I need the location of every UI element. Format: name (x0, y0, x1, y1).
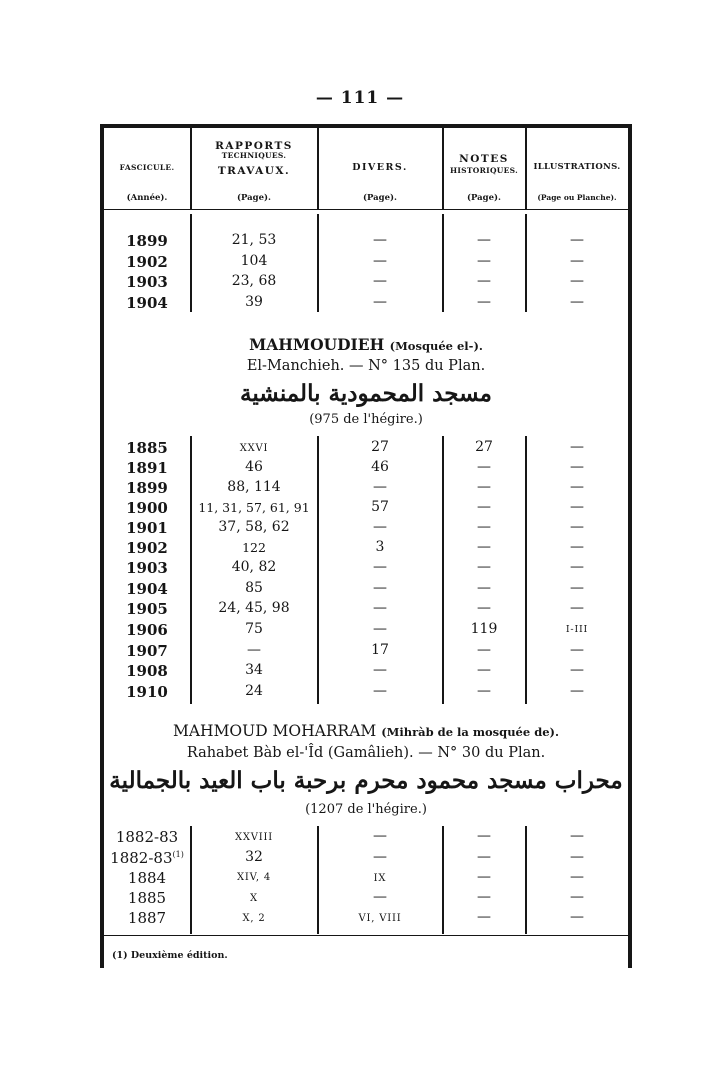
rapports-cell: 37, 58, 62 (218, 519, 290, 535)
notes-cell: — (477, 600, 491, 616)
illustrations-cell: — (570, 683, 584, 699)
illustrations-cell: — (570, 889, 584, 905)
illustrations-cell: — (570, 828, 584, 844)
illustrations-cell: — (570, 909, 584, 925)
header-illustrations-sub-cell (526, 194, 628, 203)
section-title-suffix: (Mihràb de la mosquée de). (381, 725, 559, 739)
header-divers-sub: (Page). (362, 193, 398, 203)
year-cell: 1891 (126, 459, 168, 477)
divers-cell: — (373, 849, 387, 865)
section-title (104, 335, 628, 354)
illustrations-cell: I-III (565, 624, 589, 635)
header-divers (318, 163, 442, 174)
notes-cell: — (477, 662, 491, 678)
rapports-cell: XXVIII (234, 832, 274, 843)
illustrations-cell: — (570, 439, 584, 455)
illustrations-cell: — (570, 662, 584, 678)
divers-cell: IX (373, 873, 387, 884)
header-notes (443, 153, 525, 176)
year-cell: 1910 (126, 683, 168, 701)
rapports-cell: 34 (245, 662, 263, 678)
notes-cell: — (477, 459, 491, 475)
year-cell (104, 849, 190, 867)
header-notes-sub-cell (443, 194, 525, 204)
header-fascicule-sub: (Année). (126, 193, 168, 203)
notes-cell: — (477, 849, 491, 865)
notes-cell: — (477, 580, 491, 596)
header-rapports-sub-cell (191, 194, 317, 204)
section-address: Rahabet Bàb el-'Îd (Gamâlieh). — N° 30 du Plan. (186, 745, 546, 761)
notes-cell: — (477, 683, 491, 699)
year-cell: 1907 (126, 642, 168, 660)
illustrations-cell: — (570, 273, 584, 289)
rapports-cell: X (250, 893, 258, 904)
illustrations-cell: — (570, 580, 584, 596)
section-address: El-Manchieh. — N° 135 du Plan. (246, 358, 486, 374)
divers-cell: — (373, 253, 387, 269)
illustrations-cell: — (570, 294, 584, 310)
rapports-cell: 32 (245, 849, 263, 865)
illustrations-cell: — (570, 459, 584, 475)
rapports-cell: 75 (245, 621, 263, 637)
table-top-border (100, 124, 632, 128)
notes-cell: — (477, 889, 491, 905)
year-cell: 1884 (127, 869, 167, 887)
illustrations-cell: — (570, 869, 584, 885)
illustrations-cell: — (570, 253, 584, 269)
section-title-suffix: (Mosquée el-). (389, 339, 483, 353)
rapports-cell: 39 (245, 294, 263, 310)
rapports-cell: 122 (242, 540, 266, 555)
rapports-cell: X, 2 (242, 913, 266, 924)
header-fascicule-sub-cell (104, 194, 190, 204)
table-right-border (628, 124, 632, 968)
divers-cell: — (373, 828, 387, 844)
divers-cell: 57 (371, 499, 389, 515)
section-arabic-title: مسجد المحمودية بالمنشية (240, 380, 492, 407)
divers-cell: — (373, 479, 387, 495)
year-cell: 1882-83 (115, 828, 179, 846)
header-illustrations (526, 163, 628, 173)
year-cell: 1899 (126, 232, 168, 250)
year-cell: 1899 (126, 479, 168, 497)
header-notes-sub: (Page). (466, 193, 502, 203)
rapports-cell: XXVI (239, 443, 269, 454)
notes-cell: 119 (470, 621, 498, 637)
section-hejira-date: (975 de l'hégire.) (309, 412, 423, 427)
illustrations-cell: — (570, 642, 584, 658)
illustrations-cell: — (570, 559, 584, 575)
illustrations-cell: — (570, 519, 584, 535)
header-illustrations-label: ILLUSTRATIONS. (533, 162, 621, 172)
divers-cell: 27 (371, 439, 389, 455)
divers-cell: — (373, 519, 387, 535)
footnote-rule (104, 935, 628, 936)
header-divers-sub-cell (318, 194, 442, 204)
divers-cell: — (373, 232, 387, 248)
rapports-cell: — (247, 642, 261, 658)
divers-cell: — (373, 600, 387, 616)
header-fascicule-label: FASCICULE. (119, 163, 175, 172)
year-cell: 1901 (126, 519, 168, 537)
divers-cell: VI, VIII (358, 913, 402, 924)
divers-cell: — (373, 273, 387, 289)
notes-cell: 27 (475, 439, 493, 455)
header-rapports-2: TECHNIQUES. (221, 151, 287, 161)
divers-cell: 17 (371, 642, 389, 658)
notes-cell: — (477, 828, 491, 844)
year-cell: 1900 (126, 499, 168, 517)
illustrations-cell: — (570, 849, 584, 865)
year-cell: 1887 (127, 909, 167, 927)
year-cell: 1903 (126, 559, 168, 577)
footnote: (1) Deuxième édition. (112, 950, 228, 961)
year-cell: 1885 (126, 439, 168, 457)
illustrations-cell: — (570, 232, 584, 248)
notes-cell: — (477, 869, 491, 885)
section-title (104, 722, 628, 740)
section-arabic-title: محراب مسجد محمود محرم برحبة باب العيد بالجمالية (109, 767, 623, 794)
divers-cell: — (373, 662, 387, 678)
header-rapports-1: RAPPORTS (215, 140, 293, 152)
illustrations-cell: — (570, 479, 584, 495)
header-notes-2: HISTORIQUES. (449, 166, 519, 176)
notes-cell: — (477, 539, 491, 555)
notes-cell: — (477, 499, 491, 515)
notes-cell: — (477, 253, 491, 269)
divers-cell: — (373, 683, 387, 699)
rapports-cell: 23, 68 (231, 273, 277, 289)
illustrations-cell: — (570, 600, 584, 616)
page-number: — 111 — (315, 88, 405, 108)
rapports-cell: 24, 45, 98 (218, 600, 290, 616)
footnote-ref: (1) (172, 850, 184, 859)
rapports-cell: 40, 82 (231, 559, 277, 575)
year-cell: 1902 (126, 539, 168, 557)
section-title-name: MAHMOUDIEH (249, 335, 385, 354)
rapports-cell: 11, 31, 57, 61, 91 (198, 500, 310, 515)
header-notes-1: NOTES (459, 153, 509, 165)
year-cell: 1902 (126, 253, 168, 271)
header-rule (104, 209, 628, 210)
notes-cell: — (477, 294, 491, 310)
rapports-cell: 46 (245, 459, 263, 475)
header-illustrations-sub: (Page ou Planche). (537, 193, 617, 202)
year-cell: 1904 (126, 294, 168, 312)
divers-cell: — (373, 294, 387, 310)
divers-cell: — (373, 580, 387, 596)
header-fascicule (104, 164, 190, 173)
header-rapports-3: TRAVAUX. (217, 164, 291, 177)
rapports-cell: 104 (240, 253, 268, 269)
year-value: 1882-83 (110, 849, 173, 867)
divers-cell: 3 (375, 539, 385, 555)
year-cell: 1903 (126, 273, 168, 291)
year-cell: 1908 (126, 662, 168, 680)
divers-cell: — (373, 889, 387, 905)
header-divers-label: DIVERS. (352, 162, 408, 173)
rapports-cell: 85 (245, 580, 263, 596)
section-title-name: MAHMOUD MOHARRAM (172, 722, 377, 740)
notes-cell: — (477, 642, 491, 658)
header-rapports-sub: (Page). (236, 193, 272, 203)
notes-cell: — (477, 232, 491, 248)
notes-cell: — (477, 909, 491, 925)
rapports-cell: 21, 53 (231, 232, 277, 248)
year-cell: 1905 (126, 600, 168, 618)
notes-cell: — (477, 479, 491, 495)
rapports-cell: 88, 114 (227, 479, 281, 495)
divers-cell: 46 (371, 459, 389, 475)
notes-cell: — (477, 519, 491, 535)
section-hejira-date: (1207 de l'hégire.) (305, 802, 427, 817)
illustrations-cell: — (570, 499, 584, 515)
divers-cell: — (373, 559, 387, 575)
notes-cell: — (477, 559, 491, 575)
header-rapports (191, 140, 317, 177)
rapports-cell: 24 (245, 683, 263, 699)
year-cell: 1885 (127, 889, 167, 907)
divers-cell: — (373, 621, 387, 637)
notes-cell: — (477, 273, 491, 289)
year-cell: 1906 (126, 621, 168, 639)
rapports-cell: XIV, 4 (236, 872, 272, 883)
illustrations-cell: — (570, 539, 584, 555)
year-cell: 1904 (126, 580, 168, 598)
